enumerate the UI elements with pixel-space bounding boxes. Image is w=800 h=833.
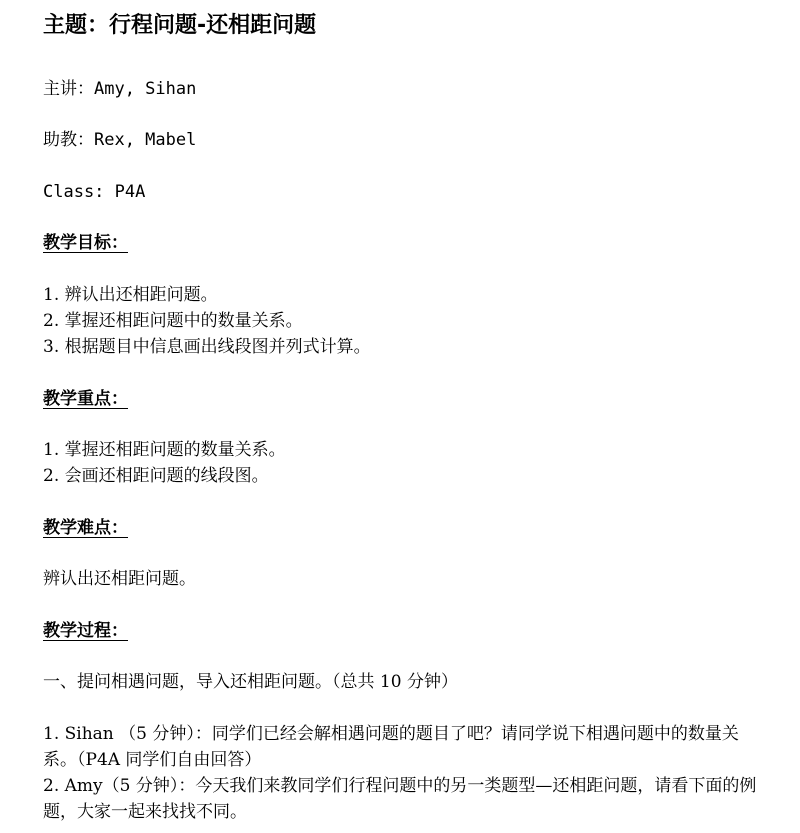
process-heading: 教学过程： [43,621,128,641]
document-title: 主题：行程问题-还相距问题 [43,13,317,38]
process-step-1: 1. Sihan （5 分钟）：同学们已经会解相遇问题的题目了吧？请同学说下相遇问题中的数量关系。（P4A 同学们自由回答） [43,724,739,770]
assistant-line: 助教：Rex, Mabel [43,130,197,150]
process-step-2: 2. Amy（5 分钟）：今天我们来教同学们行程问题中的另一类题型—还相距问题，请看下面的例题，大家一起来找找不同。 [43,776,757,822]
key-point-item: 2. 会画还相距问题的线段图。 [43,466,269,486]
objective-item: 3. 根据题目中信息画出线段图并列式计算。 [43,337,371,357]
difficulties-heading: 教学难点： [43,518,128,538]
objective-item: 1. 辨认出还相距问题。 [43,285,218,305]
class-line: Class: P4A [43,182,146,202]
difficulty-item: 辨认出还相距问题。 [43,569,196,589]
key-point-item: 1. 掌握还相距问题的数量关系。 [43,440,286,460]
objective-item: 2. 掌握还相距问题中的数量关系。 [43,311,303,331]
process-section-title: 一、提问相遇问题，导入还相距问题。（总共 10 分钟） [43,672,458,692]
lecturer-line: 主讲：Amy, Sihan [43,79,197,99]
key-points-heading: 教学重点： [43,389,128,409]
objectives-heading: 教学目标： [43,233,128,253]
